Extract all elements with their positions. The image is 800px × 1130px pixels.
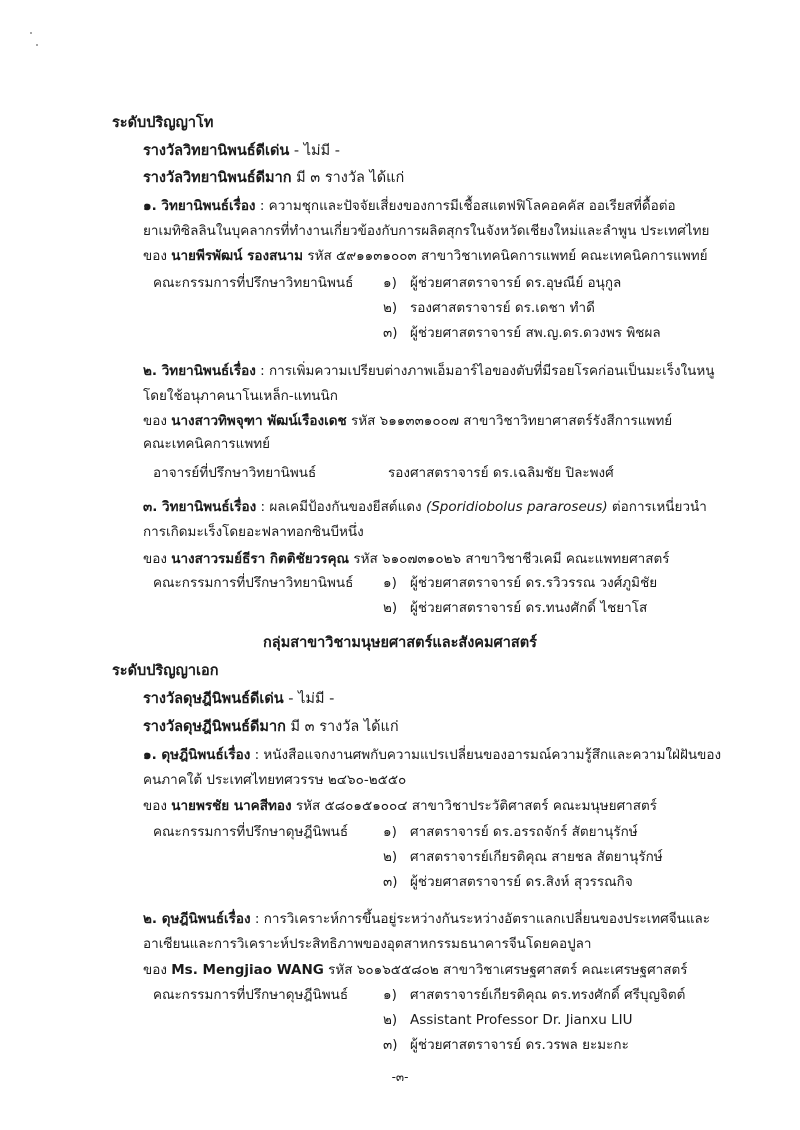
scan-speck: [30, 32, 32, 34]
dissertation-1-title-cont: คนภาคใต้ ประเทศไทยทศวรรษ ๒๔๖๐-๒๕๕๐: [143, 772, 407, 788]
dissertation-2-title-cont: อาเซียนและการวิเคราะห์ประสิทธิภาพของอุตสาหกรรมธนาคารจีนโดยคอปูลา: [143, 936, 592, 952]
student-name: นายพีรพัฒน์ รองสนาม: [171, 248, 304, 264]
dissertation-2-student: [143, 959, 688, 981]
advisor-number: ๓): [383, 325, 398, 341]
entry-heading: ๑. วิทยานิพนธ์เรื่อง: [143, 198, 256, 214]
award-label: รางวัลวิทยานิพนธ์ดีเด่น: [143, 143, 290, 159]
advisor-name: ผู้ช่วยศาสตราจารย์ ดร.วรพล ยะมะกะ: [410, 1037, 629, 1053]
advisor-name: ศาสตราจารย์ ดร.อรรถจักร์ สัตยานุรักษ์: [410, 824, 638, 840]
student-name: นางสาวทิพจุฑา พัฒน์เรืองเดช: [171, 413, 347, 429]
advisor-name: ผู้ช่วยศาสตราจารย์ ดร.รวิวรรณ วงศ์ภูมิชัย: [410, 575, 658, 591]
of-label: ของ: [143, 551, 172, 567]
student-name: Ms. Mengjiao WANG: [171, 962, 324, 978]
advisor-name: รองศาสตราจารย์ ดร.เฉลิมชัย ปิละพงศ์: [388, 465, 614, 481]
advisor-name: ศาสตราจารย์เกียรติคุณ ดร.ทรงศักดิ์ ศรีบุญจิตต์: [410, 987, 686, 1003]
of-label: ของ: [143, 962, 172, 978]
thesis-1-title: [143, 195, 676, 217]
thesis-3-title-cont: การเกิดมะเร็งโดยอะฟลาทอกซินบีหนึ่ง: [143, 524, 364, 540]
thesis-2-title-cont: โดยใช้อนุภาคนาโนเหล็ก-แทนนิก: [143, 388, 338, 404]
entry-title: : การวิเคราะห์การขึ้นอยู่ระหว่างกันระหว่างอัตราแลกเปลี่ยนของประเทศจีนและ: [250, 911, 711, 927]
student-info: รหัส ๕๙๑๑๓๑๐๐๓ สาขาวิชาเทคนิคการแพทย์ คณะเทคนิคการแพทย์: [303, 248, 708, 264]
entry-heading: ๑. ดุษฎีนิพนธ์เรื่อง: [143, 747, 251, 763]
student-info: รหัส ๖๑๐๗๓๑๐๒๖ สาขาวิชาชีวเคมี คณะแพทยศาสตร์: [349, 551, 670, 567]
advisor-number: ๓): [383, 874, 398, 890]
committee-label: คณะกรรมการที่ปรึกษาดุษฎีนิพนธ์: [153, 824, 349, 840]
student-name: นางสาวรมย์ธีรา กิตติชัยวรคุณ: [171, 551, 350, 567]
entry-title: : หนังสือแจกงานศพกับความแปรเปลี่ยนของอารมณ์ความรู้สึกและความใฝ่ฝันของ: [250, 747, 722, 763]
advisor-label: อาจารย์ที่ปรึกษาวิทยานิพนธ์: [153, 465, 317, 481]
doctoral-level-heading: ระดับปริญญาเอก: [112, 663, 219, 679]
dissertation-1-title: [143, 744, 721, 766]
dissertation-1-student: [143, 795, 657, 817]
advisor-number: ๑): [383, 824, 397, 840]
student-info: รหัส ๕๘๐๑๕๑๐๐๔ สาขาวิชาประวัติศาสตร์ คณะมนุษยศาสตร์: [291, 798, 657, 814]
award-value: มี ๓ รางวัล ได้แก่: [285, 719, 399, 735]
doctoral-verygood-award: [143, 716, 399, 738]
of-label: ของ: [143, 248, 172, 264]
page-number: -๓-: [391, 1070, 409, 1084]
scan-speck: [36, 44, 38, 46]
doctoral-outstanding-award: [143, 688, 334, 710]
thesis-2-faculty: คณะเทคนิคการแพทย์: [143, 436, 271, 452]
entry-heading: ๒. ดุษฎีนิพนธ์เรื่อง: [143, 911, 251, 927]
entry-title: : ผลเคมีป้องกันของยีสต์แดง: [256, 499, 426, 515]
entry-title: : ความชุกและปัจจัยเสี่ยงของการมีเชื้อสแตฟฟิโลคอคคัส ออเรียสที่ดื้อต่อ: [255, 198, 676, 214]
student-info: รหัส ๖๐๑๖๕๕๘๐๒ สาขาวิชาเศรษฐศาสตร์ คณะเศรษฐศาสตร์: [323, 962, 688, 978]
award-value: มี ๓ รางวัล ได้แก่: [291, 170, 405, 186]
of-label: ของ: [143, 798, 172, 814]
award-label: รางวัลดุษฎีนิพนธ์ดีมาก: [143, 719, 286, 735]
thesis-2-student: [143, 410, 672, 432]
award-label: รางวัลดุษฎีนิพนธ์ดีเด่น: [143, 691, 284, 707]
advisor-name: ผู้ช่วยศาสตราจารย์ ดร.สิงห์ สุวรรณกิจ: [410, 874, 633, 890]
advisor-number: ๑): [383, 575, 397, 591]
award-value: - ไม่มี -: [289, 143, 341, 159]
advisor-number: ๒): [383, 300, 398, 316]
student-info: รหัส ๖๑๑๓๓๑๐๐๗ สาขาวิชาวิทยาศาสตร์รังสีการแพทย์: [346, 413, 673, 429]
committee-label: คณะกรรมการที่ปรึกษาวิทยานิพนธ์: [153, 575, 354, 591]
advisor-number: ๑): [383, 275, 397, 291]
of-label: ของ: [143, 413, 172, 429]
advisor-number: ๒): [383, 600, 398, 616]
advisor-number: ๒): [383, 849, 398, 865]
advisor-name: ผู้ช่วยศาสตราจารย์ ดร.อุษณีย์ อนุกูล: [410, 275, 622, 291]
advisor-name: ผู้ช่วยศาสตราจารย์ สพ.ญ.ดร.ดวงพร พิชผล: [410, 325, 661, 341]
thesis-3-title: [143, 496, 707, 518]
thesis-1-student: [143, 245, 708, 267]
advisor-name: รองศาสตราจารย์ ดร.เดชา ทำดี: [410, 300, 595, 316]
advisor-name: ศาสตราจารย์เกียรติคุณ สายชล สัตยานุรักษ์: [410, 849, 663, 865]
award-value: - ไม่มี -: [283, 691, 335, 707]
award-label: รางวัลวิทยานิพนธ์ดีมาก: [143, 170, 292, 186]
advisor-name: ผู้ช่วยศาสตราจารย์ ดร.ทนงศักดิ์ ไชยาโส: [410, 600, 648, 616]
entry-title: : การเพิ่มความเปรียบต่างภาพเอ็มอาร์ไอของตับที่มีรอยโรคก่อนเป็นมะเร็งในหนู: [255, 363, 715, 379]
advisor-name: Assistant Professor Dr. Jianxu LIU: [410, 1012, 633, 1028]
entry-heading: ๒. วิทยานิพนธ์เรื่อง: [143, 363, 256, 379]
advisor-number: ๒): [383, 1012, 398, 1028]
dissertation-2-title: [143, 908, 710, 930]
thesis-1-title-cont: ยาเมทิซิลลินในบุคลากรที่ทำงานเกี่ยวข้องกับการผลิตสุกรในจังหวัดเชียงใหม่และลำพูน ประเทศไทย: [143, 223, 710, 239]
advisor-number: ๑): [383, 987, 397, 1003]
masters-verygood-award: [143, 167, 404, 189]
committee-label: คณะกรรมการที่ปรึกษาดุษฎีนิพนธ์: [153, 987, 349, 1003]
thesis-3-student: [143, 548, 670, 570]
entry-heading: ๓. วิทยานิพนธ์เรื่อง: [143, 499, 257, 515]
student-name: นายพรชัย นาคสีทอง: [171, 798, 292, 814]
group-heading: กลุ่มสาขาวิชามนุษยศาสตร์และสังคมศาสตร์: [263, 635, 537, 651]
entry-title-end: ต่อการเหนี่ยวนำ: [607, 499, 707, 515]
masters-level-heading: ระดับปริญญาโท: [112, 115, 214, 131]
committee-label: คณะกรรมการที่ปรึกษาวิทยานิพนธ์: [153, 275, 354, 291]
advisor-number: ๓): [383, 1037, 398, 1053]
species-name: (Sporidiobolus pararoseus): [425, 499, 608, 515]
thesis-2-title: [143, 360, 715, 382]
masters-outstanding-award: [143, 140, 340, 162]
